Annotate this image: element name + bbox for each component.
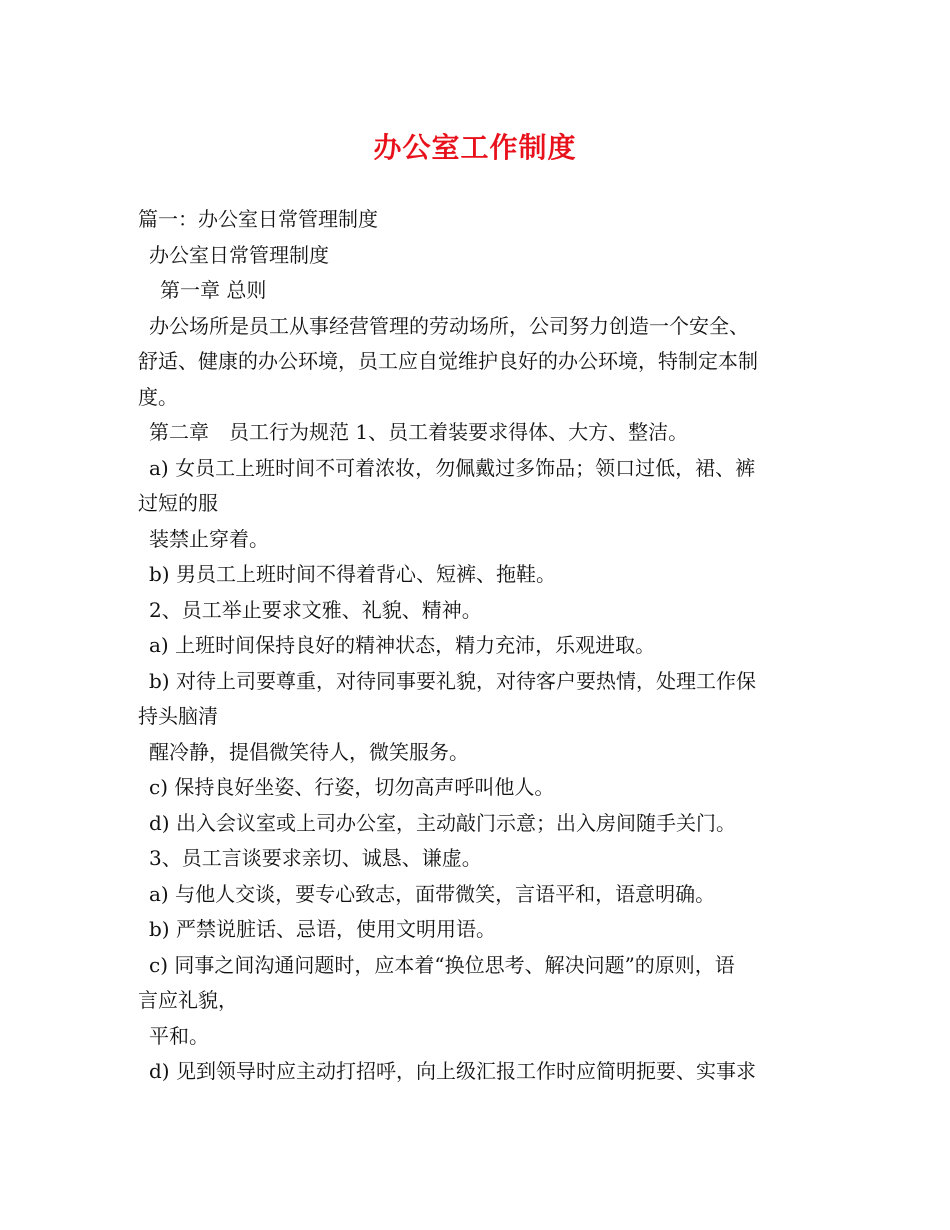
paragraph-line: c) 保持良好坐姿、行姿，切勿高声呼叫他人。 <box>149 775 555 799</box>
subsection-heading: 办公室日常管理制度 <box>149 242 329 267</box>
paragraph-line: 装禁止穿着。 <box>149 526 269 551</box>
paragraph-line: a) 女员工上班时间不可着浓妆，勿佩戴过多饰品；领口过低，裙、裤 <box>149 455 756 480</box>
paragraph-line: 持头脑清 <box>138 704 218 728</box>
paragraph-line: 醒冷静，提倡微笑待人，微笑服务。 <box>149 739 469 764</box>
paragraph-line: c) 同事之间沟通问题时，应本着“换位思考、解决问题”的原则，语 <box>149 952 735 977</box>
paragraph-line: 3、员工言谈要求亲切、诚恳、谦虚。 <box>149 846 482 870</box>
paragraph-line: 舒适、健康的办公环境，员工应自觉维护良好的办公环境，特制定本制 <box>138 349 758 373</box>
document-title: 办公室工作制度 <box>373 131 577 164</box>
paragraph-line: d) 出入会议室或上司办公室，主动敲门示意；出入房间随手关门。 <box>149 810 736 835</box>
paragraph-line: b) 对待上司要尊重，对待同事要礼貌，对待客户要热情，处理工作保 <box>149 668 756 693</box>
paragraph-line: 过短的服 <box>138 491 218 515</box>
document-body <box>138 202 818 1090</box>
chapter-heading: 第一章 总则 <box>160 278 267 302</box>
paragraph-line: 度。 <box>138 384 178 409</box>
paragraph-line: 2、员工举止要求文雅、礼貌、精神。 <box>149 597 482 622</box>
paragraph-line: 办公场所是员工从事经营管理的劳动场所，公司努力创造一个安全、 <box>149 313 749 338</box>
section-heading: 篇一：办公室日常管理制度 <box>138 207 378 231</box>
paragraph-line: a) 上班时间保持良好的精神状态，精力充沛，乐观进取。 <box>149 633 656 657</box>
paragraph-line: b) 男员工上班时间不得着背心、短裤、拖鞋。 <box>149 562 556 586</box>
paragraph-line: 言应礼貌， <box>138 988 238 1012</box>
paragraph-line: 平和。 <box>149 1023 209 1048</box>
paragraph-line: a) 与他人交谈，要专心致志，面带微笑，言语平和，语意明确。 <box>149 881 716 906</box>
paragraph-line: b) 严禁说脏话、忌语，使用文明用语。 <box>149 917 496 941</box>
paragraph-line: d) 见到领导时应主动打招呼，向上级汇报工作时应简明扼要、实事求 <box>149 1059 756 1083</box>
chapter-heading: 第二章 员工行为规范 1、员工着装要求得体、大方、整洁。 <box>149 420 689 444</box>
